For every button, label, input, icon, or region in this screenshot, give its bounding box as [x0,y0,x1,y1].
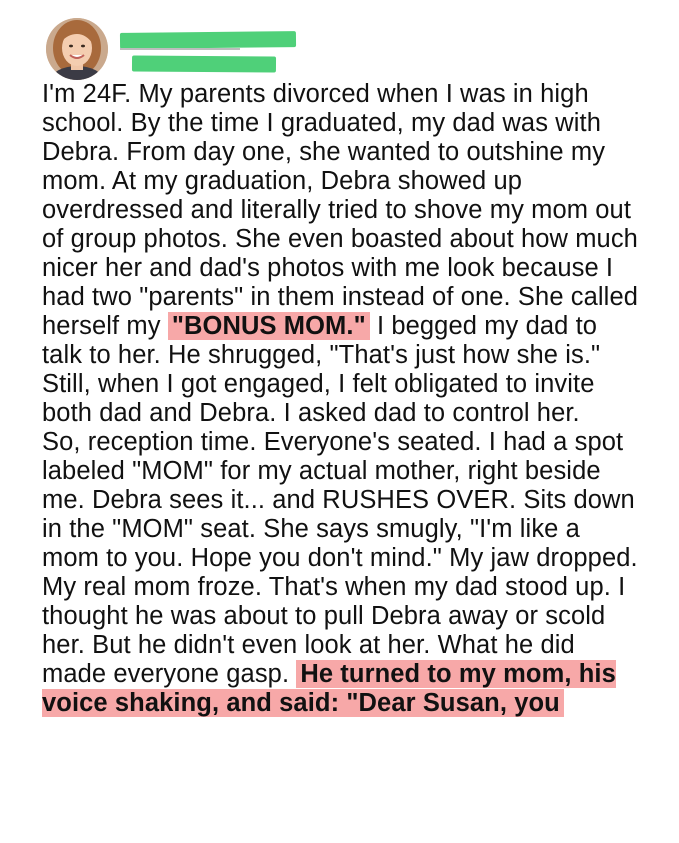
handle-redaction [132,55,276,72]
post-paragraph-1 [42,80,642,428]
avatar-photo-icon [46,18,108,80]
ending-highlight: He turned to my mom, his voice shaking, and said: "Dear Susan, you [42,660,616,717]
post-body [42,80,642,718]
paragraph-2-text-a: So, reception time. Everyone's seated. I had a spot labeled "MOM" for my actual mother, right beside me. Debra sees it... and RUSHES OVER. Sits down in the "MOM" seat. She says smugly, "I'm like a mom to you. Hope you don't mind." My jaw dropped. My real mom froze. That's when my dad stood up. I thought he was about to pull Debra away or scold her. But he didn't even look at her. What he did made everyone gasp. [42,428,638,688]
avatar[interactable] [46,18,108,80]
bonus-mom-highlight: "BONUS MOM." [168,312,370,340]
post-paragraph-2 [42,428,642,718]
post-header [46,18,646,82]
name-underline [120,48,240,50]
paragraph-1-text-b: I begged my dad to talk to her. He shrugged, "That's just how she is." Still, when I got engaged, I felt obligated to invite both dad and Debra. I asked dad to control her. [42,312,601,427]
name-redaction [120,31,296,49]
paragraph-1-text-a: I'm 24F. My parents divorced when I was in high school. By the time I graduated, my dad was with Debra. From day one, she wanted to outshine my mom. At my graduation, Debra showed up overdressed and literally tried to shove my mom out of group photos. She even boasted about how much nicer her and dad's photos with me look because I had two "parents" in them instead of one. She called herself my [42,80,639,340]
